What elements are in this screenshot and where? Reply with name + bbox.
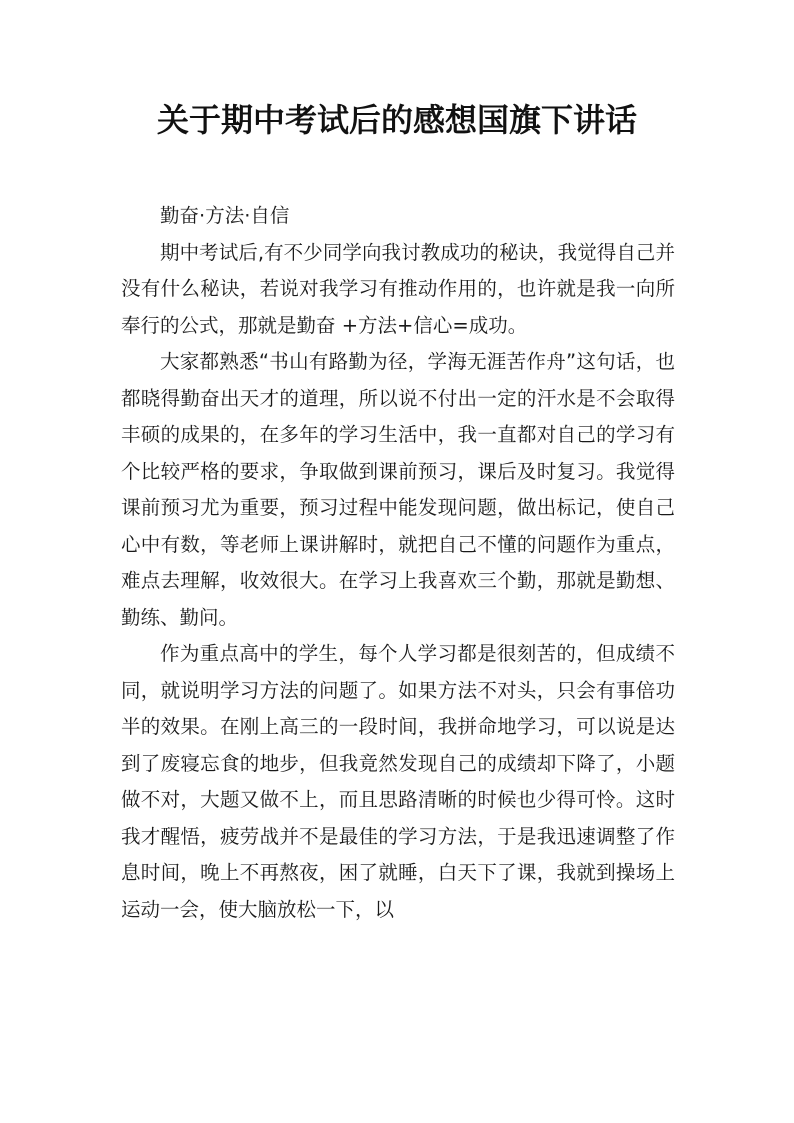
document-body: [121, 198, 675, 928]
paragraph: 作为重点高中的学生，每个人学习都是很刻苦的，但成绩不同，就说明学习方法的问题了。如果方法不对头，只会有事倍功半的效果。在刚上高三的一段时间，我拼命地学习，可以说是达到了废寝忘食的地步，但我竟然发现自己的成绩却下降了，小题做不对，大题又做不上，而且思路清晰的时候也少得可怜。这时我才醒悟，疲劳战并不是最佳的学习方法，于是我迅速调整了作息时间，晚上不再熬夜，困了就睡，白天下了课，我就到操场上运动一会，使大脑放松一下，以: [121, 642, 675, 921]
document-title: 关于期中考试后的感想国旗下讲话: [156, 101, 637, 139]
paragraph-subtitle: 勤奋·方法·自信: [160, 204, 290, 227]
paragraph: 期中考试后,有不少同学向我讨教成功的秘诀，我觉得自己并没有什么秘诀，若说对我学习有推动作用的，也许就是我一向所奉行的公式，那就是勤奋 +方法+信心=成功。: [121, 240, 675, 337]
paragraph: 大家都熟悉“书山有路勤为径，学海无涯苦作舟”这句话，也都晓得勤奋出天才的道理，所以说不付出一定的汗水是不会取得丰硕的成果的，在多年的学习生活中，我一直都对自己的学习有个比较严格的要求，争取做到课前预习，课后及时复习。我觉得课前预习尤为重要，预习过程中能发现问题，做出标记，使自己心中有数，等老师上课讲解时，就把自己不懂的问题作为重点，难点去理解，收效很大。在学习上我喜欢三个勤，那就是勤想、勤练、勤问。: [121, 350, 675, 629]
